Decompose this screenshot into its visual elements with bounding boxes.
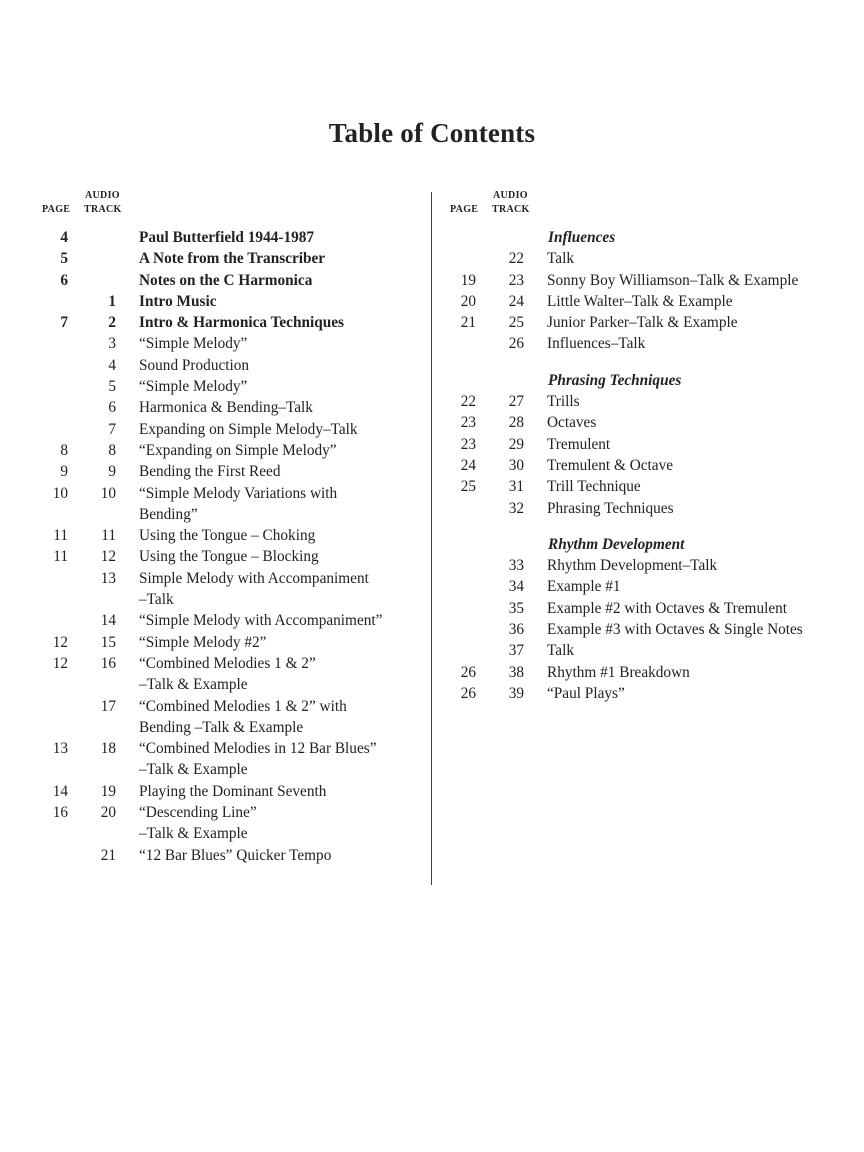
track-number: 18 bbox=[100, 740, 116, 758]
toc-entry bbox=[446, 312, 846, 333]
page-number: 12 bbox=[52, 633, 68, 651]
page-number: 7 bbox=[60, 314, 68, 332]
page-number: 6 bbox=[60, 271, 68, 289]
toc-entry bbox=[446, 248, 846, 269]
track-number: 13 bbox=[100, 569, 116, 587]
track-header: TRACK bbox=[84, 204, 122, 215]
page-number: 13 bbox=[52, 740, 68, 758]
toc-entry bbox=[38, 632, 418, 653]
entry-title: Harmonica & Bending–Talk bbox=[139, 399, 313, 417]
track-number: 6 bbox=[108, 399, 116, 417]
page-number: 21 bbox=[460, 314, 476, 332]
track-number: 31 bbox=[508, 478, 524, 496]
entry-title: Sound Production bbox=[139, 356, 250, 374]
page-number: 23 bbox=[460, 414, 476, 432]
entry-title: Bending the First Reed bbox=[139, 463, 281, 481]
page-number: 26 bbox=[460, 684, 476, 702]
page-header: PAGE bbox=[450, 204, 479, 215]
page-number: 26 bbox=[460, 663, 476, 681]
track-number: 19 bbox=[100, 782, 116, 800]
page-number: 20 bbox=[460, 292, 476, 310]
track-number: 32 bbox=[508, 499, 524, 517]
track-number: 10 bbox=[100, 484, 116, 502]
toc-entry bbox=[446, 333, 846, 354]
entry-title: Sonny Boy Williamson–Talk & Example bbox=[547, 271, 799, 289]
toc-list-right bbox=[446, 227, 846, 704]
entry-title: Trill Technique bbox=[547, 478, 641, 496]
track-number: 25 bbox=[508, 314, 524, 332]
entry-title: Intro & Harmonica Techniques bbox=[139, 314, 344, 332]
toc-entry bbox=[446, 291, 846, 312]
entry-title: Example #2 with Octaves & Tremulent bbox=[547, 599, 788, 617]
entry-title: Using the Tongue – Blocking bbox=[139, 548, 319, 566]
track-number: 7 bbox=[108, 420, 116, 438]
toc-entry bbox=[446, 662, 846, 683]
entry-title: Junior Parker–Talk & Example bbox=[547, 314, 738, 332]
track-number: 1 bbox=[108, 292, 116, 310]
track-number: 30 bbox=[508, 456, 524, 474]
track-number: 11 bbox=[101, 527, 116, 545]
entry-title: “Simple Melody” bbox=[139, 378, 248, 396]
track-number: 35 bbox=[508, 599, 524, 617]
section-heading-text: Influences bbox=[548, 229, 616, 246]
toc-right-column bbox=[446, 188, 846, 704]
toc-entry bbox=[446, 576, 846, 597]
entry-title: Paul Butterfield 1944-1987 bbox=[139, 229, 315, 246]
track-number: 26 bbox=[508, 335, 524, 353]
track-number: 27 bbox=[508, 393, 524, 411]
section-heading-text: Phrasing Techniques bbox=[548, 371, 682, 389]
toc-entry bbox=[446, 498, 846, 519]
entry-title: Talk bbox=[547, 642, 574, 660]
entry-title: “12 Bar Blues” Quicker Tempo bbox=[139, 846, 332, 864]
track-number: 28 bbox=[508, 414, 524, 432]
entry-title: “Descending Line” –Talk & Example bbox=[139, 804, 257, 843]
entry-title: “Expanding on Simple Melody” bbox=[139, 441, 337, 459]
page-number: 12 bbox=[52, 654, 68, 672]
page-number: 16 bbox=[52, 804, 68, 822]
toc-entry bbox=[38, 440, 418, 461]
page-number: 10 bbox=[52, 484, 68, 502]
track-number: 33 bbox=[508, 557, 524, 575]
toc-entry bbox=[38, 738, 418, 781]
toc-entry bbox=[38, 525, 418, 546]
section-heading-text: Rhythm Development bbox=[548, 535, 685, 553]
entry-title: “Combined Melodies 1 & 2” –Talk & Example bbox=[139, 654, 316, 694]
toc-entry bbox=[38, 568, 418, 611]
toc-entry bbox=[446, 434, 846, 455]
audio-header: AUDIO bbox=[85, 190, 120, 201]
toc-entry bbox=[38, 696, 418, 739]
entry-title: Trills bbox=[547, 393, 580, 411]
entry-title: Notes on the C Harmonica bbox=[139, 271, 313, 289]
entry-title: “Combined Melodies 1 & 2” with Bending –Talk & Example bbox=[139, 697, 347, 736]
track-number: 4 bbox=[108, 356, 116, 374]
entry-title: Influences–Talk bbox=[547, 335, 646, 353]
toc-entry bbox=[38, 653, 418, 696]
track-number: 5 bbox=[108, 378, 116, 396]
toc-entry bbox=[38, 376, 418, 397]
page-number: 22 bbox=[460, 393, 476, 411]
track-number: 39 bbox=[508, 684, 524, 702]
entry-title: Example #1 bbox=[547, 578, 621, 596]
toc-entry bbox=[446, 412, 846, 433]
toc-entry bbox=[38, 802, 418, 845]
entry-title: Playing the Dominant Seventh bbox=[139, 782, 327, 800]
toc-entry bbox=[38, 312, 418, 333]
entry-title: Octaves bbox=[547, 414, 597, 432]
entry-title: Expanding on Simple Melody–Talk bbox=[139, 420, 358, 438]
entry-title: Rhythm #1 Breakdown bbox=[547, 663, 690, 681]
page-number: 11 bbox=[53, 527, 68, 545]
track-number: 22 bbox=[508, 250, 524, 268]
column-header bbox=[38, 188, 418, 227]
entry-title: A Note from the Transcriber bbox=[139, 250, 326, 268]
page-number: 14 bbox=[52, 782, 68, 800]
track-number: 9 bbox=[108, 463, 116, 481]
entry-title: Phrasing Techniques bbox=[547, 499, 674, 517]
entry-title: Example #3 with Octaves & Single Notes bbox=[547, 621, 803, 639]
audio-header: AUDIO bbox=[493, 190, 528, 201]
section-heading bbox=[446, 227, 846, 248]
toc-entry bbox=[446, 476, 846, 497]
entry-title: Talk bbox=[547, 250, 574, 268]
entry-title: “Simple Melody Variations with Bending” bbox=[139, 484, 338, 523]
toc-list-left bbox=[38, 227, 418, 866]
column-header bbox=[446, 188, 846, 227]
entry-title: Tremulent & Octave bbox=[547, 456, 674, 474]
page-number: 24 bbox=[460, 456, 476, 474]
toc-entry bbox=[38, 333, 418, 354]
toc-entry bbox=[38, 248, 418, 269]
toc-entry bbox=[446, 455, 846, 476]
page-number: 8 bbox=[60, 441, 68, 459]
toc-entry bbox=[446, 270, 846, 291]
track-number: 3 bbox=[108, 335, 116, 353]
entry-title: Rhythm Development–Talk bbox=[547, 557, 718, 575]
toc-entry bbox=[446, 391, 846, 412]
entry-title: Little Walter–Talk & Example bbox=[547, 292, 733, 310]
toc-entry bbox=[38, 291, 418, 312]
track-number: 20 bbox=[100, 804, 116, 822]
toc-entry bbox=[38, 546, 418, 567]
track-number: 16 bbox=[100, 654, 116, 672]
entry-title: “Combined Melodies in 12 Bar Blues” –Talk & Example bbox=[139, 740, 377, 779]
entry-title: “Simple Melody #2” bbox=[139, 633, 267, 651]
toc-entry bbox=[38, 461, 418, 482]
toc-entry bbox=[38, 483, 418, 526]
toc-entry bbox=[38, 781, 418, 802]
track-number: 17 bbox=[100, 697, 116, 715]
track-number: 38 bbox=[508, 663, 524, 681]
toc-entry bbox=[38, 845, 418, 866]
toc-entry bbox=[446, 598, 846, 619]
entry-title: “Simple Melody with Accompaniment” bbox=[139, 612, 383, 630]
entry-title: Using the Tongue – Choking bbox=[139, 527, 316, 545]
section-heading bbox=[446, 370, 846, 391]
track-number: 29 bbox=[508, 435, 524, 453]
track-number: 2 bbox=[108, 314, 116, 332]
toc-entry bbox=[38, 397, 418, 418]
column-divider bbox=[431, 192, 432, 885]
track-number: 8 bbox=[108, 441, 116, 459]
entry-title: “Paul Plays” bbox=[547, 684, 625, 702]
track-number: 23 bbox=[508, 271, 524, 289]
track-number: 37 bbox=[508, 642, 524, 660]
track-number: 36 bbox=[508, 621, 524, 639]
page-number: 25 bbox=[460, 478, 476, 496]
track-number: 24 bbox=[508, 292, 524, 310]
toc-entry bbox=[446, 619, 846, 640]
page-number: 4 bbox=[60, 229, 68, 246]
toc-left-column bbox=[38, 188, 418, 866]
section-heading bbox=[446, 534, 846, 555]
track-number: 12 bbox=[100, 548, 116, 566]
toc-entry bbox=[38, 419, 418, 440]
page-number: 23 bbox=[460, 435, 476, 453]
toc-entry bbox=[38, 227, 418, 248]
page-title: Table of Contents bbox=[328, 118, 536, 148]
track-number: 14 bbox=[100, 612, 116, 630]
toc-entry bbox=[446, 555, 846, 576]
entry-title: Tremulent bbox=[547, 435, 611, 453]
page-number: 11 bbox=[53, 548, 68, 566]
track-number: 15 bbox=[100, 633, 116, 651]
toc-entry bbox=[446, 683, 846, 704]
toc-entry bbox=[38, 610, 418, 631]
entry-title: “Simple Melody” bbox=[139, 335, 248, 353]
track-number: 34 bbox=[508, 578, 524, 596]
page-number: 9 bbox=[60, 463, 68, 481]
toc-entry bbox=[446, 640, 846, 661]
track-number: 21 bbox=[100, 846, 116, 864]
toc-entry bbox=[38, 355, 418, 376]
page-number: 5 bbox=[60, 250, 68, 268]
track-header: TRACK bbox=[492, 204, 530, 215]
toc-entry bbox=[38, 270, 418, 291]
entry-title: Intro Music bbox=[139, 292, 217, 310]
page-number: 19 bbox=[460, 271, 476, 289]
entry-title: Simple Melody with Accompaniment –Talk bbox=[139, 569, 369, 609]
page-header: PAGE bbox=[42, 204, 71, 215]
